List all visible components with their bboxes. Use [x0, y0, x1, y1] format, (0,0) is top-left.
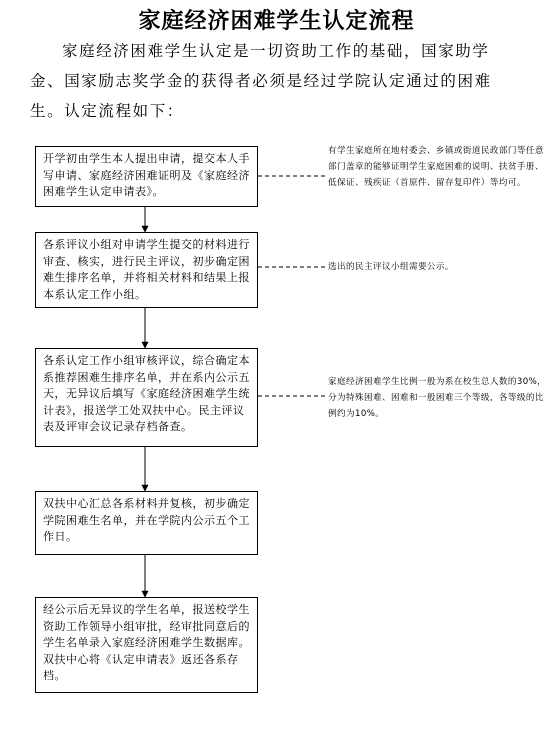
side-note-text: 选出的民主评议小组需要公示。: [328, 262, 454, 272]
flow-step-text: 各系认定工作小组审核评议，综合确定本系推荐困难生排序名单，并在系内公示五天，无异议后填写《家庭经济困难学生统计表》，报送学工处双扶中心。民主评议表及评审会议记录存档备查。: [43, 354, 250, 433]
flow-step-text: 经公示后无异议的学生名单，报送校学生资助工作领导小组审批，经审批同意后的学生名单录入家庭经济困难学生数据库。双扶中心将《认定申请表》返还各系存档。: [43, 603, 250, 682]
side-note-3: [328, 374, 550, 422]
flow-step-3: [35, 348, 258, 447]
flow-step-text: 开学初由学生本人提出申请，提交本人手写申请、家庭经济困难证明及《家庭经济困难学生认定申请表》。: [43, 152, 250, 198]
flow-step-5: [35, 597, 258, 693]
flow-step-1: [35, 146, 258, 207]
flow-step-text: 双扶中心汇总各系材料并复核，初步确定学院困难生名单，并在学院内公示五个工作日。: [43, 497, 250, 543]
side-note-1: [328, 143, 550, 191]
side-note-text: 有学生家庭所在地村委会、乡镇或街道民政部门等任意部门盖章的能够证明学生家庭困难的说明、扶贫手册、低保证、残疾证（首原件、留存复印件）等均可。: [328, 146, 544, 188]
side-note-2: [328, 259, 550, 275]
intro-text: 家庭经济困难学生认定是一切资助工作的基础，国家助学金、国家励志奖学金的获得者必须是经过学院认定通过的困难生。认定流程如下：: [30, 42, 492, 120]
page-title: 家庭经济困难学生认定流程: [138, 8, 415, 34]
flow-step-text: 各系评议小组对申请学生提交的材料进行审查、核实，进行民主评议，初步确定困难生排序名单，并将相关材料和结果上报本系认定工作小组。: [43, 238, 250, 301]
side-note-text: 家庭经济困难学生比例一般为系在校生总人数的30%，分为特殊困难、困难和一般困难三个等级，各等级的比例约为10%。: [328, 377, 547, 419]
flow-step-4: [35, 491, 258, 555]
flow-step-2: [35, 232, 258, 308]
